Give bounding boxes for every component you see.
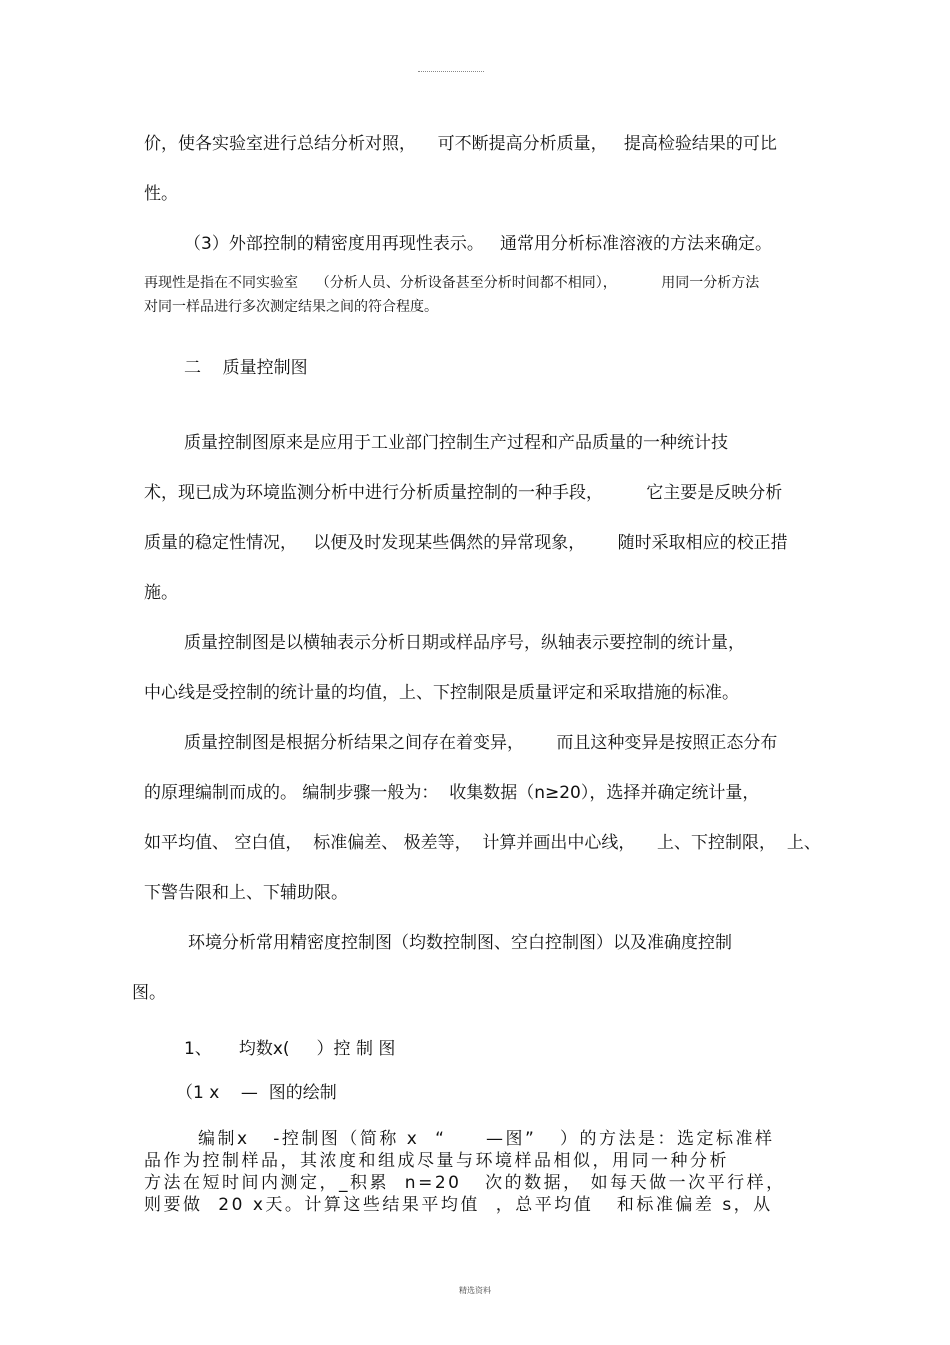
paragraph-line-8: 质量的稳定性情况， 以便及时发现某些偶然的异常现象， 随时采取相应的校正措	[144, 533, 788, 553]
paragraph-line-5: 对同一样品进行多次测定结果之间的符合程度。	[144, 299, 438, 315]
page-footer: 精选资料	[459, 1286, 491, 1295]
paragraph-line-4: 再现性是指在不同实验室 （分析人员、分析设备甚至分析时间都不相同）， 用同一分析方法	[144, 275, 760, 291]
sub-subsection-heading: （1 x — 图的绘制	[176, 1083, 337, 1103]
paragraph-line-3: （3）外部控制的精密度用再现性表示。 通常用分析标准溶液的方法来确定。	[184, 234, 773, 254]
subsection-heading: 1、 均数x( ）控 制 图	[184, 1039, 396, 1059]
paragraph-line-6: 质量控制图原来是应用于工业部门控制生产过程和产品质量的一种统计技	[184, 433, 728, 453]
paragraph-line-19: 品作为控制样品，其浓度和组成尽量与环境样品相似，用同一种分析	[144, 1151, 729, 1171]
header-rule	[418, 71, 484, 72]
paragraph-line-17: 图。	[132, 983, 166, 1003]
paragraph-line-11: 中心线是受控制的统计量的均值，上、下控制限是质量评定和采取措施的标准。	[144, 683, 739, 703]
paragraph-line-9: 施。	[144, 583, 178, 603]
paragraph-line-12: 质量控制图是根据分析结果之间存在着变异， 而且这种变异是按照正态分布	[184, 733, 778, 753]
paragraph-line-13: 的原理编制而成的。 编制步骤一般为： 收集数据（n≥20），选择并确定统计量，	[144, 783, 760, 803]
paragraph-line-1: 价，使各实验室进行总结分析对照， 可不断提高分析质量， 提高检验结果的可比	[144, 134, 777, 154]
paragraph-line-15: 下警告限和上、下辅助限。	[144, 883, 348, 903]
paragraph-line-16: 环境分析常用精密度控制图（均数控制图、空白控制图）以及准确度控制	[188, 933, 732, 953]
paragraph-line-20: 方法在短时间内测定，_积累 n=20 次的数据， 如每天做一次平行样，	[144, 1173, 786, 1193]
paragraph-line-10: 质量控制图是以横轴表示分析日期或样品序号，纵轴表示要控制的统计量，	[184, 633, 745, 653]
paragraph-line-21: 则要做 20 x天。计算这些结果平均值 ，总平均值 和标准偏差 s，从	[144, 1195, 773, 1215]
paragraph-line-14: 如平均值、 空白值， 标准偏差、 极差等， 计算并画出中心线， 上、下控制限， 上、	[144, 833, 821, 853]
paragraph-line-2: 性。	[144, 184, 178, 204]
paragraph-line-18: 编制x -控制图（简称 x “ —图” ）的方法是：选定标准样	[198, 1129, 775, 1149]
paragraph-line-7: 术，现已成为环境监测分析中进行分析质量控制的一种手段， 它主要是反映分析	[144, 483, 783, 503]
section-heading: 二 质量控制图	[184, 358, 308, 378]
